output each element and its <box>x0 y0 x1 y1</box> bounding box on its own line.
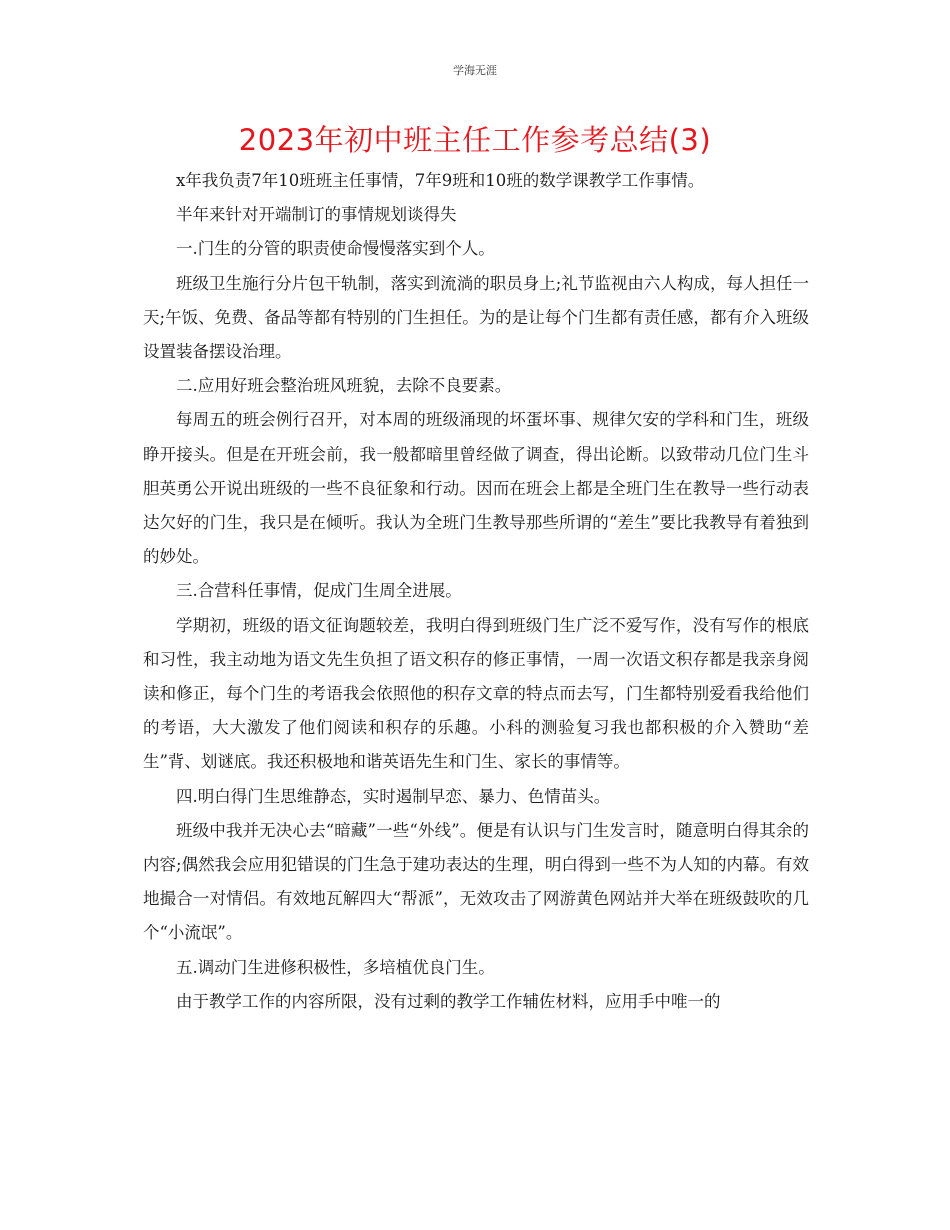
running-header: 学海无涯 <box>453 64 497 77</box>
section-heading: 四.明白得门生思维静态，实时遏制早恋、暴力、色情苗头。 <box>176 786 611 806</box>
paragraph: 班级中我并无决心去“暗藏”一些“外线”。便是有认识与门生发言时，随意明白得其余的内容;偶然我会应用犯错误的门生急于建功表达的生理，明白得到一些不为人知的内幕。有效地撮合一对情侣。有效地瓦解四大“帮派”，无效攻击了网游黄色网站并大举在班级鼓吹的几个“小流氓”。 <box>143 820 809 943</box>
paragraph: 班级卫生施行分片包干轨制，落实到流淌的职员身上;礼节监视由六人构成，每人担任一天;午饭、免费、备品等都有特别的门生担任。为的是让每个门生都有责任感，都有介入班级设置装备摆设治理。 <box>143 273 809 362</box>
paragraph: 学期初，班级的语文征询题较差，我明白得到班级门生广泛不爱写作，没有写作的根底和习性，我主动地为语文先生负担了语文积存的修正事情，一周一次语文积存都是我亲身阅读和修正，每个门生的考语我会依照他的积存文章的特点而去写，门生都特别爱看我给他们的考语，大大激发了他们阅读和积存的乐趣。小科的测验复习我也都积极的介入赞助“差生”背、划谜底。我还积极地和谐英语先生和门生、家长的事情等。 <box>143 615 809 772</box>
section-heading: 三.合营科任事情，促成门生周全进展。 <box>176 581 462 601</box>
section-heading: 五.调动门生进修积极性，多培植优良门生。 <box>176 957 495 977</box>
document-body <box>143 164 809 1019</box>
section-heading: 二.应用好班会整治班风班貌，去除不良要素。 <box>176 376 512 396</box>
section-heading: 一.门生的分管的职责使命慢慢落实到个人。 <box>176 239 495 259</box>
paragraph: 每周五的班会例行召开，对本周的班级涌现的坏蛋坏事、规律欠安的学科和门生，班级睁开接头。但是在开班会前，我一般都暗里曾经做了调查，得出论断。以致带动几位门生斗胆英勇公开说出班级的一些不良征象和行动。因而在班会上都是全班门生在教导一些行动表达欠好的门生，我只是在倾听。我认为全班门生教导那些所谓的“差生”要比我教导有着独到的妙处。 <box>143 410 809 567</box>
paragraph: 由于教学工作的内容所限，没有过剩的教学工作辅佐材料，应用手中唯一的 <box>176 991 721 1011</box>
paragraph: 半年来针对开端制订的事情规划谈得失 <box>176 205 457 225</box>
document-title: 2023年初中班主任工作参考总结(3) <box>238 123 712 157</box>
paragraph: x年我负责7年10班班主任事情，7年9班和10班的数学课教学工作事情。 <box>176 171 705 190</box>
